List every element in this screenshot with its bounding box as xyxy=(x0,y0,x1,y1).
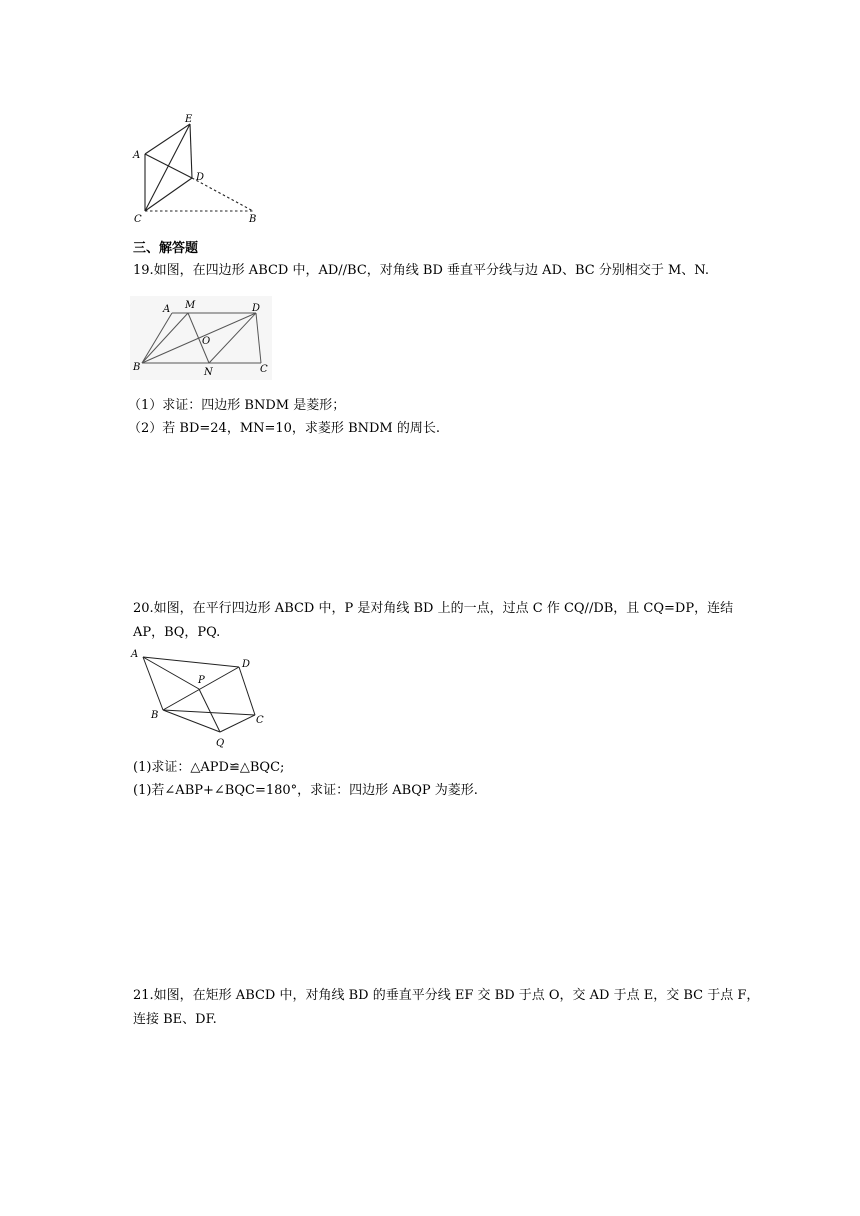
label-E: E xyxy=(185,114,193,125)
q21-stem-line2: 连接 BE、DF. xyxy=(133,1012,217,1027)
figure-q18 xyxy=(125,108,275,228)
label-O: O xyxy=(202,336,211,347)
section-title: 三、解答题 xyxy=(133,241,199,256)
q19-part2: （2）若 BD=24，MN=10，求菱形 BNDM 的周长. xyxy=(128,421,440,436)
label-D: D xyxy=(196,172,205,183)
q20-stem-line1: 20.如图，在平行四边形 ABCD 中，P 是对角线 BD 上的一点，过点 C 作 CQ//DB，且 CQ=DP，连结 xyxy=(133,601,734,616)
edge-BQ xyxy=(163,710,220,732)
q21-stem-line1: 21.如图，在矩形 ABCD 中，对角线 BD 的垂直平分线 EF 交 BD 于点 O，交 AD 于点 E，交 BC 于点 F， xyxy=(133,988,760,1003)
label-Q: Q xyxy=(216,738,225,749)
label-P: P xyxy=(198,675,205,686)
label-A: A xyxy=(133,150,141,161)
edge-CD xyxy=(145,178,192,211)
edge-ED xyxy=(190,124,192,178)
q20-stem-line2: AP，BQ，PQ. xyxy=(133,625,221,640)
edge-BC xyxy=(163,710,255,715)
q19-stem: 19.如图，在四边形 ABCD 中，AD//BC，对角线 BD 垂直平分线与边 AD、BC 分别相交于 M、N. xyxy=(133,263,709,278)
edge-BD xyxy=(163,667,239,710)
label-B: B xyxy=(249,214,257,225)
q20-part1: (1)求证：△APD≌△BQC; xyxy=(133,760,285,775)
q20-part2: (1)若∠ABP+∠BQC=180°，求证：四边形 ABQP 为菱形. xyxy=(133,783,478,798)
q19-part1: （1）求证：四边形 BNDM 是菱形； xyxy=(128,398,346,413)
label-N: N xyxy=(204,367,213,378)
label-D: D xyxy=(252,303,261,314)
label-A: A xyxy=(163,304,171,315)
figure-q20 xyxy=(128,645,276,753)
label-B: B xyxy=(133,362,141,373)
label-C: C xyxy=(134,214,142,225)
edge-CQ xyxy=(220,715,255,732)
label-D: D xyxy=(242,659,251,670)
edge-AE xyxy=(145,124,190,154)
edge-AB xyxy=(143,657,163,710)
label-M: M xyxy=(185,300,196,311)
figure-q19 xyxy=(130,296,272,380)
label-C: C xyxy=(260,364,268,375)
edge-CE xyxy=(145,124,190,211)
label-C: C xyxy=(256,715,264,726)
edge-DC xyxy=(239,667,255,715)
label-B: B xyxy=(151,710,159,721)
label-A: A xyxy=(131,649,139,660)
